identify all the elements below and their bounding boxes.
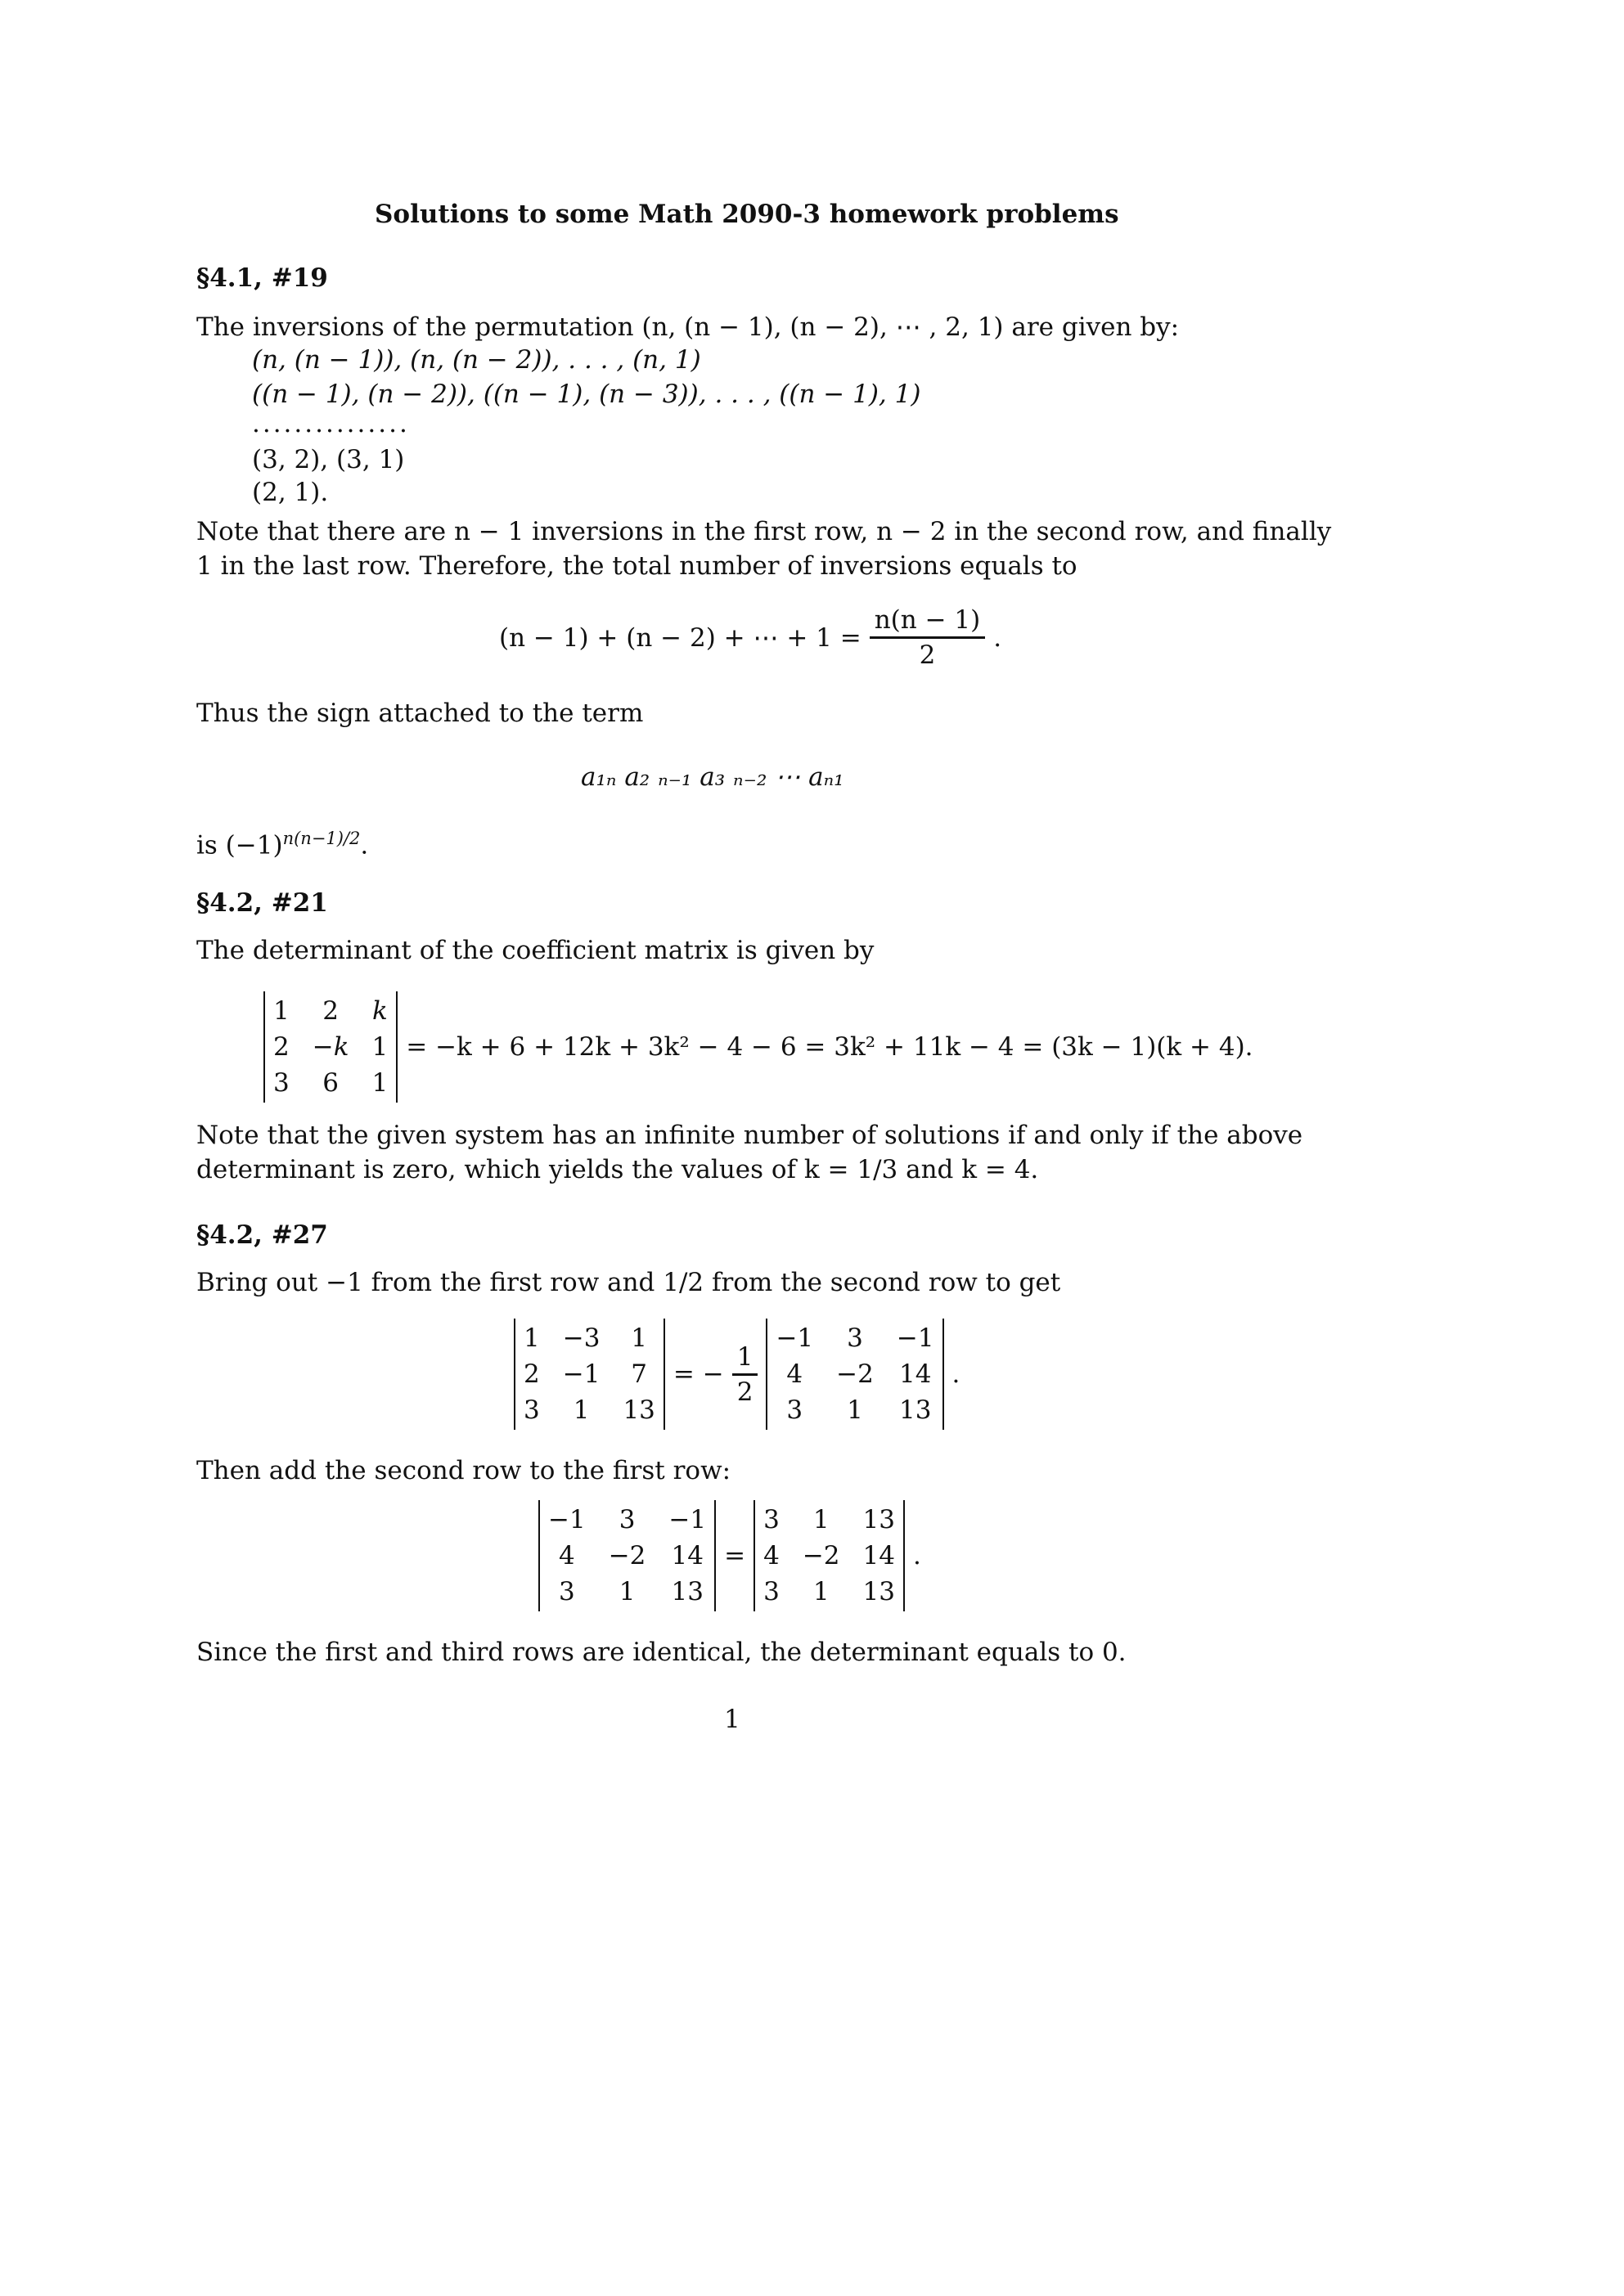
matrix-cell: 14 <box>862 1541 895 1570</box>
paragraph: Then add the second row to the first row: <box>196 1456 731 1485</box>
matrix-cell: k <box>371 996 388 1026</box>
matrix-cell: 1 <box>847 1395 863 1425</box>
paragraph: Note that the given system has an infinite number of solutions if and only if the above <box>196 1121 1303 1150</box>
paragraph: 1 in the last row. Therefore, the total number of inversions equals to <box>196 551 1077 581</box>
ellipsis-row: ............... <box>252 409 410 438</box>
matrix-cell: 1 <box>273 996 290 1026</box>
determinant-matrix <box>754 1500 905 1611</box>
product-term: a₁ₙ a₂ ₙ₋₁ a₃ ₙ₋₂ ⋯ aₙ₁ <box>581 762 844 792</box>
section-heading-4-2-27: §4.2, #27 <box>196 1220 328 1250</box>
sum-equation <box>499 605 1001 670</box>
matrix-cell: 14 <box>671 1541 704 1570</box>
matrix-cell: 1 <box>619 1577 636 1606</box>
denominator: 2 <box>736 1377 754 1407</box>
paragraph: determinant is zero, which yields the values of k = 1/3 and k = 4. <box>196 1155 1039 1184</box>
matrix-cell: 3 <box>763 1577 780 1606</box>
matrix-cell: −2 <box>836 1359 874 1389</box>
sum-lhs: (n − 1) + (n − 2) + ⋯ + 1 = <box>499 622 861 653</box>
matrix-cell: −k <box>312 1032 349 1062</box>
matrix-cell: 2 <box>273 1032 290 1062</box>
inversion-row: (3, 2), (3, 1) <box>252 445 405 474</box>
equals-minus: = − <box>673 1359 724 1389</box>
paragraph: Note that there are n − 1 inversions in the first row, n − 2 in the second row, and finally <box>196 517 1332 546</box>
section-heading-4-2-21: §4.2, #21 <box>196 888 328 918</box>
paragraph: The inversions of the permutation (n, (n − 1), (n − 2), ⋯ , 2, 1) are given by: <box>196 312 1180 342</box>
paragraph: The determinant of the coefficient matrix is given by <box>196 936 875 965</box>
matrix-cell: 3 <box>847 1323 863 1353</box>
numerator: 1 <box>732 1342 758 1376</box>
page-number: 1 <box>724 1705 740 1734</box>
inversion-row: ((n − 1), (n − 2)), ((n − 1), (n − 3)), . . . , ((n − 1), 1) <box>252 380 921 409</box>
matrix-cell: 13 <box>623 1395 655 1425</box>
determinant-matrix <box>766 1319 943 1430</box>
paragraph: Thus the sign attached to the term <box>196 699 644 728</box>
row-add-equation <box>538 1500 921 1611</box>
matrix-cell: −3 <box>562 1323 601 1353</box>
matrix-cell: 2 <box>524 1359 540 1389</box>
matrix-cell: 4 <box>558 1541 575 1570</box>
matrix-cell: −1 <box>896 1323 934 1353</box>
period: . <box>360 830 369 860</box>
document-title: Solutions to some Math 2090-3 homework problems <box>375 200 1119 229</box>
sign-base: is (−1) <box>196 830 283 860</box>
determinant-matrix <box>263 991 398 1103</box>
period: . <box>993 622 1002 653</box>
matrix-cell: 13 <box>671 1577 704 1606</box>
matrix-cell: 13 <box>898 1395 932 1425</box>
equals: = <box>724 1541 746 1570</box>
matrix-cell: 13 <box>862 1577 895 1606</box>
inversion-row: (n, (n − 1)), (n, (n − 2)), . . . , (n, 1) <box>252 345 701 375</box>
matrix-cell: 13 <box>862 1505 895 1534</box>
determinant-matrix <box>538 1500 716 1611</box>
matrix-cell: 3 <box>763 1505 780 1534</box>
denominator: 2 <box>919 640 936 670</box>
matrix-cell: −1 <box>562 1359 601 1389</box>
determinant-expansion: = −k + 6 + 12k + 3k² − 4 − 6 = 3k² + 11k − 4 = (3k − 1)(k + 4). <box>406 1032 1253 1062</box>
matrix-cell: 1 <box>812 1505 830 1534</box>
fraction <box>732 1342 758 1407</box>
matrix-cell: 7 <box>631 1359 648 1389</box>
factor-out-equation <box>514 1319 960 1430</box>
matrix-cell: −1 <box>668 1505 707 1534</box>
matrix-cell: 3 <box>273 1068 290 1098</box>
matrix-cell: 1 <box>371 1068 389 1098</box>
matrix-cell: 2 <box>322 996 339 1026</box>
matrix-cell: −1 <box>776 1323 814 1353</box>
matrix-cell: 4 <box>763 1541 780 1570</box>
paragraph: Bring out −1 from the first row and 1/2 from the second row to get <box>196 1268 1061 1297</box>
section-heading-4-1-19: §4.1, #19 <box>196 263 328 293</box>
matrix-cell: 3 <box>558 1577 575 1606</box>
matrix-cell: 1 <box>812 1577 830 1606</box>
matrix-cell: −2 <box>802 1541 840 1570</box>
matrix-cell: 1 <box>524 1323 540 1353</box>
period: . <box>951 1359 960 1389</box>
numerator: n(n − 1) <box>870 605 986 639</box>
sign-result <box>196 822 368 861</box>
matrix-cell: 3 <box>786 1395 803 1425</box>
matrix-cell: 3 <box>524 1395 540 1425</box>
matrix-cell: 1 <box>573 1395 590 1425</box>
matrix-cell: −2 <box>608 1541 646 1570</box>
determinant-equation <box>263 991 1253 1103</box>
inversion-row: (2, 1). <box>252 478 329 507</box>
matrix-cell: 4 <box>786 1359 803 1389</box>
fraction <box>870 605 986 670</box>
matrix-cell: 1 <box>631 1323 648 1353</box>
sign-exponent: n(n−1)/2 <box>282 829 361 848</box>
matrix-cell: 14 <box>898 1359 932 1389</box>
paragraph: Since the first and third rows are identical, the determinant equals to 0. <box>196 1638 1127 1667</box>
matrix-cell: −1 <box>548 1505 586 1534</box>
determinant-matrix <box>514 1319 665 1430</box>
matrix-cell: 6 <box>322 1068 339 1098</box>
matrix-cell: 3 <box>619 1505 636 1534</box>
period: . <box>912 1541 921 1570</box>
matrix-cell: 1 <box>371 1032 389 1062</box>
